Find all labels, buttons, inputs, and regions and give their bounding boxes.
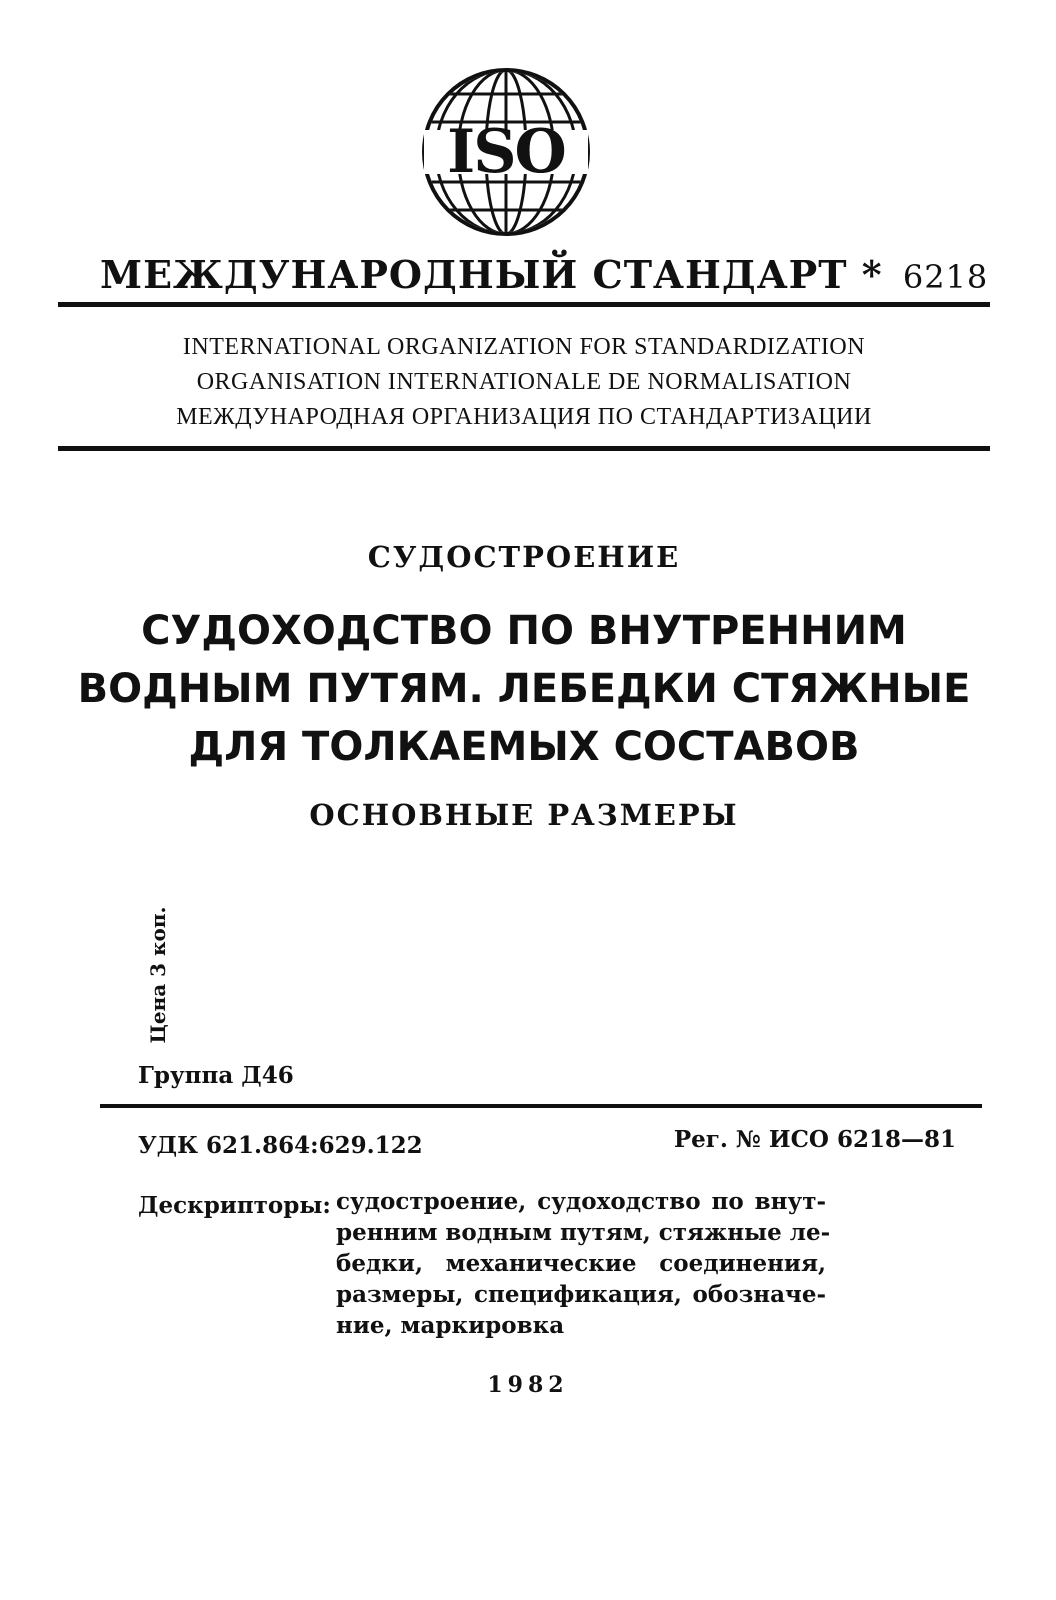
- registration-number: Рег. № ИСО 6218—81: [673, 1126, 956, 1153]
- org-name-ru: МЕЖДУНАРОДНАЯ ОРГАНИЗАЦИЯ ПО СТАНДАРТИЗАЦИИ: [176, 404, 872, 430]
- group-label: Группа Д46: [138, 1062, 294, 1089]
- title-line: ДЛЯ ТОЛКАЕМЫХ СОСТАВОВ: [188, 724, 860, 770]
- publication-year: 1982: [487, 1372, 569, 1398]
- descriptor-line: судостроение, судоходство по внут-: [336, 1188, 826, 1215]
- top-divider: [58, 302, 990, 307]
- udk-code: УДК 621.864:629.122: [138, 1132, 423, 1159]
- section-heading: СУДОСТРОЕНИЕ: [367, 540, 681, 574]
- standard-star: *: [861, 252, 883, 297]
- title-line: СУДОХОДСТВО ПО ВНУТРЕННИМ: [141, 608, 907, 654]
- descriptors-label: Дескрипторы:: [138, 1192, 331, 1219]
- descriptor-line: бедки, механические соединения,: [336, 1250, 826, 1277]
- org-name-en: INTERNATIONAL ORGANIZATION FOR STANDARDIZATION: [182, 334, 866, 360]
- title-line: ВОДНЫМ ПУТЯМ. ЛЕБЕДКИ СТЯЖНЫЕ: [77, 666, 971, 712]
- document-title: [58, 602, 990, 776]
- standard-title: [100, 252, 989, 297]
- organization-names: [58, 330, 990, 435]
- standard-title-text: МЕЖДУНАРОДНЫЙ СТАНДАРТ: [100, 252, 848, 297]
- bottom-divider: [100, 1104, 982, 1108]
- svg-text:ISO: ISO: [447, 117, 565, 187]
- middle-divider: [58, 446, 990, 451]
- standard-number: 6218: [902, 258, 989, 296]
- descriptors-text: [336, 1186, 831, 1341]
- descriptor-line: ренним водным путям, стяжные ле-: [336, 1219, 831, 1246]
- descriptor-line: ние, маркировка: [336, 1312, 565, 1339]
- price-label: Цена 3 коп.: [146, 906, 170, 1044]
- org-name-fr: ORGANISATION INTERNATIONALE DE NORMALISATION: [196, 369, 852, 395]
- document-subtitle: ОСНОВНЫЕ РАЗМЕРЫ: [309, 798, 739, 832]
- iso-globe-logo-icon: [418, 64, 594, 240]
- descriptor-line: размеры, спецификация, обозначе-: [336, 1281, 826, 1308]
